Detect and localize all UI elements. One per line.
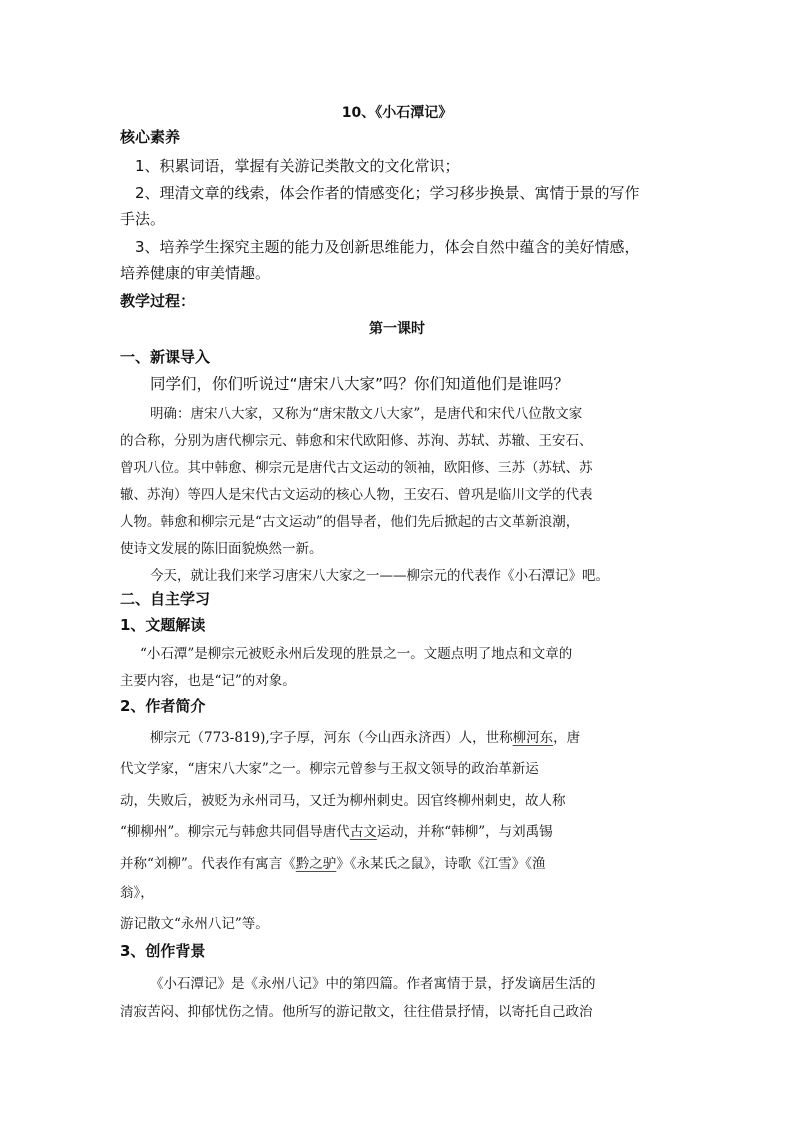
subsection-2-heading: 2、作者简介 — [120, 697, 206, 715]
core-heading: 核心素养 — [120, 128, 181, 146]
author-line-4-tail: 运动，并称“韩柳”，与刘禹锡 — [376, 824, 553, 840]
intro-paragraph-line-3: 曾巩八位。其中韩愈、柳宗元是唐代古文运动的领袖，欧阳修、三苏（苏轼、苏 — [120, 460, 593, 476]
author-line-5-tail: 》《永某氏之鼠》，诗歌《江雪》《渔 — [336, 856, 546, 872]
core-item-2-line-2: 手法。 — [120, 210, 166, 228]
link-liu-hedong[interactable]: 柳河东 — [512, 730, 554, 746]
author-line-1-text: 柳宗元（773-819),字子厚，河东（今山西永济西）人，世称 — [150, 730, 513, 746]
process-heading: 教学过程： — [120, 292, 196, 310]
intro-paragraph-line-5: 人物。韩愈和柳宗元是“古文运动”的倡导者，他们先后掀起的古文革新浪潮， — [120, 514, 580, 530]
background-line-2: 清寂苦闷、抑郁忧伤之情。他所写的游记散文，往往借景抒情，以寄托自己政治 — [120, 1004, 593, 1020]
author-line-6: 翁》， — [120, 885, 154, 901]
author-line-4-text: “柳柳州”。柳宗元与韩愈共同倡导唐代 — [120, 824, 350, 840]
section-1-heading: 一、新课导入 — [120, 348, 211, 366]
subsection-1-heading: 1、文题解读 — [120, 616, 206, 634]
section-2-heading: 二、自主学习 — [120, 590, 211, 608]
core-item-1: 1、积累词语，掌握有关游记类散文的文化常识； — [135, 157, 460, 175]
author-line-1-tail: ，唐 — [553, 730, 581, 746]
author-line-5 — [120, 852, 546, 872]
intro-paragraph-line-2: 的合称，分别为唐代柳宗元、韩愈和宋代欧阳修、苏洵、苏轼、苏辙、王安石、 — [120, 433, 593, 449]
intro-today-line: 今天，就让我们来学习唐宋八大家之一——柳宗元的代表作《小石潭记》吧。 — [150, 568, 609, 584]
core-item-3-line-2: 培养健康的审美情趣。 — [120, 264, 271, 282]
author-line-1 — [150, 726, 580, 746]
link-qian-zhi-lv[interactable]: 黔之驴 — [295, 856, 337, 872]
core-item-2-line-1: 2、理清文章的线索，体会作者的情感变化；学习移步换景、寓情于景的写作 — [135, 184, 640, 202]
intro-question: 同学们，你们听说过“唐宋八大家”吗？你们知道他们是谁吗？ — [150, 375, 570, 393]
link-guwen[interactable]: 古文 — [349, 824, 377, 840]
intro-paragraph-line-1: 明确：唐宋八大家，又称为“唐宋散文八大家”，是唐代和宋代八位散文家 — [150, 406, 583, 422]
subsection-3-heading: 3、创作背景 — [120, 942, 206, 960]
title-interpretation-line-1: “小石潭”是柳宗元被贬永州后发现的胜景之一。文题点明了地点和文章的 — [140, 646, 573, 662]
lesson-title: 第一课时 — [369, 321, 425, 337]
intro-paragraph-line-6: 使诗文发展的陈旧面貌焕然一新。 — [120, 541, 323, 557]
author-line-3: 动，失败后，被贬为永州司马，又迁为柳州刺史。因官终柳州刺史，故人称 — [120, 793, 566, 809]
author-line-2: 代文学家，“唐宋八大家”之一。柳宗元曾参与王叔文领导的政治革新运 — [120, 761, 539, 777]
intro-paragraph-line-4: 辙、苏洵）等四人是宋代古文运动的核心人物，王安石、曾巩是临川文学的代表 — [120, 487, 593, 503]
author-line-7: 游记散文“永州八记”等。 — [120, 916, 269, 932]
author-line-4 — [120, 820, 553, 840]
title-interpretation-line-2: 主要内容，也是“记”的对象。 — [120, 673, 296, 689]
core-item-3-line-1: 3、培养学生探究主题的能力及创新思维能力，体会自然中蕴含的美好情感， — [135, 238, 640, 256]
author-line-5-text: 并称“刘柳”。代表作有寓言《 — [120, 856, 296, 872]
page-title: 10、《小石潭记》 — [341, 105, 453, 121]
background-line-1: 《小石潭记》是《永州八记》中的第四篇。作者寓情于景，抒发谪居生活的 — [150, 976, 596, 992]
